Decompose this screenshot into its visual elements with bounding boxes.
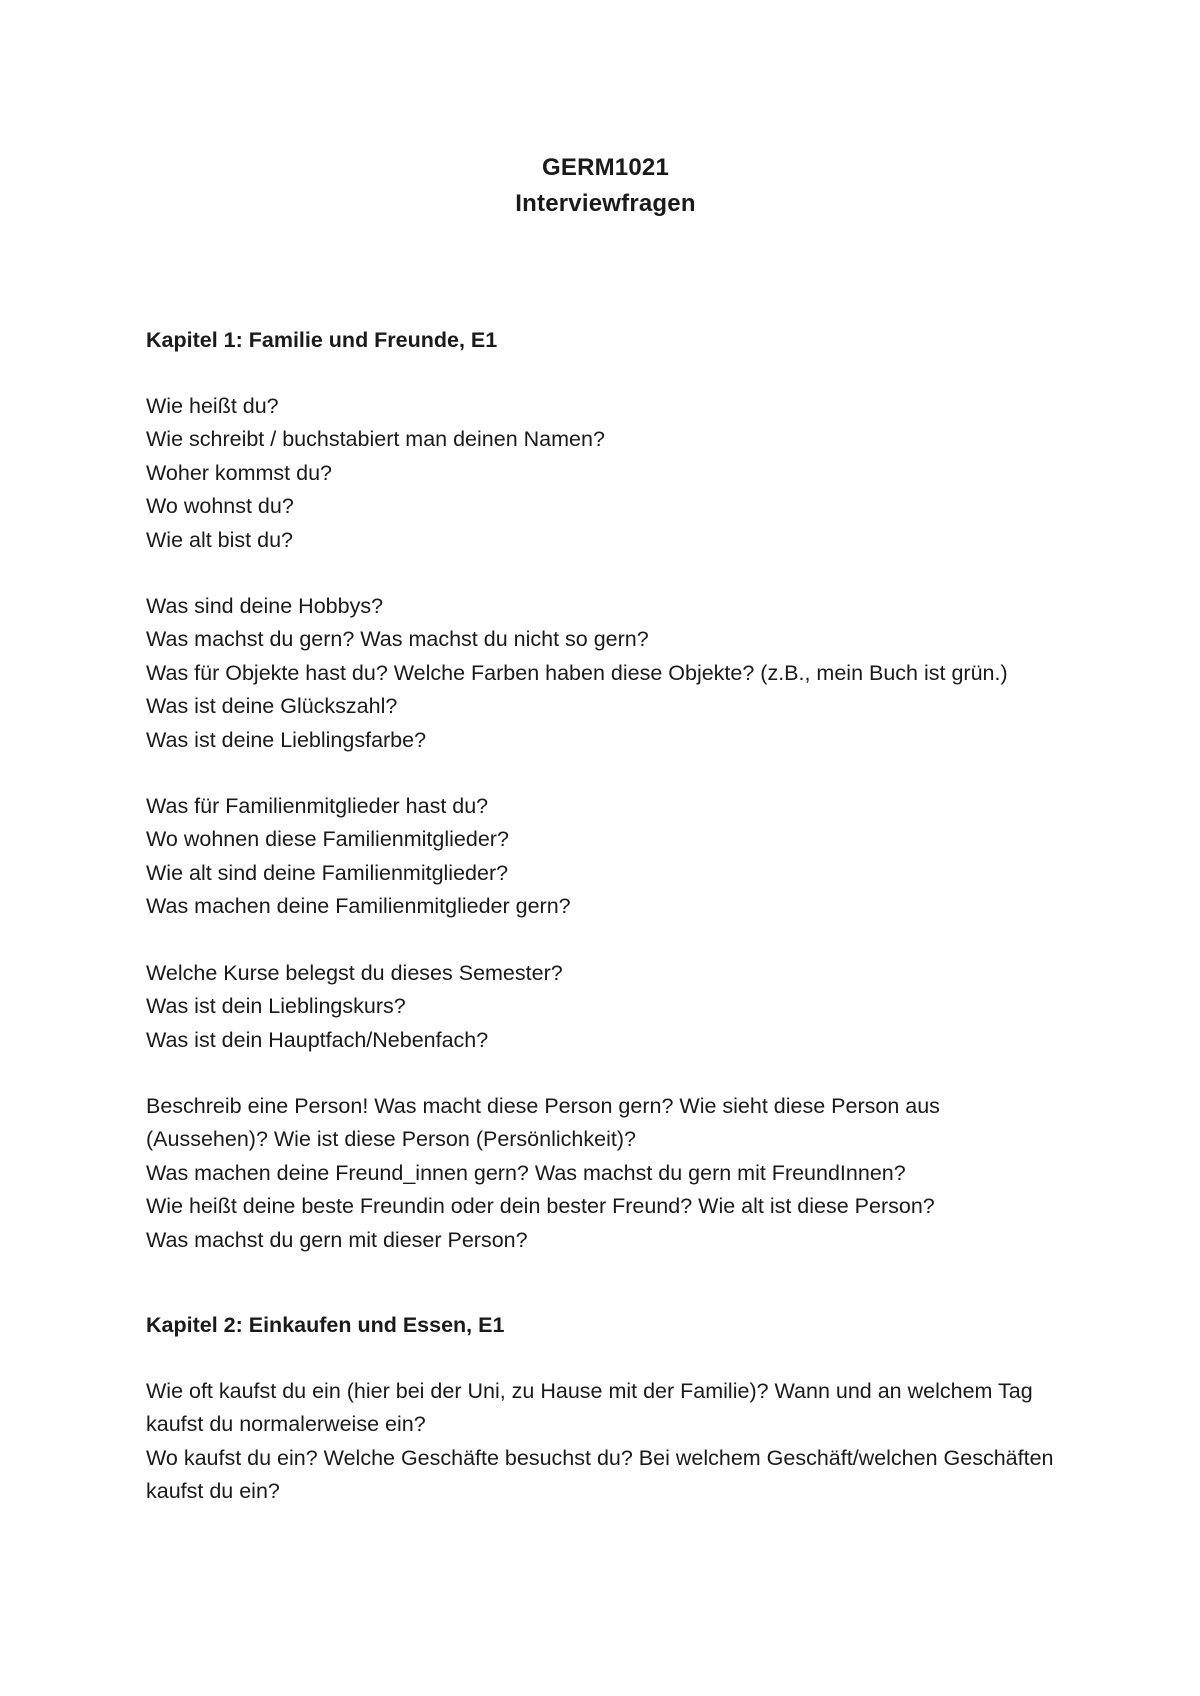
question-line: Wo wohnen diese Familienmitglieder? — [146, 827, 509, 852]
question-line: Was sind deine Hobbys? — [146, 594, 384, 619]
question-line: Was für Objekte hast du? Welche Farben haben diese Objekte? (z.B., mein Buch ist grün.) — [146, 660, 1008, 685]
question-group — [146, 790, 1065, 924]
chapter-heading: Kapitel 1: Familie und Freunde, E1 — [146, 328, 498, 352]
document-header — [146, 150, 1065, 222]
question-line: Was ist deine Glückszahl? — [146, 694, 398, 719]
question-line: Wie schreibt / buchstabiert man deinen Namen? — [146, 427, 605, 452]
question-group — [146, 957, 1065, 1057]
sections-container — [146, 324, 1065, 1509]
chapter-section — [146, 1309, 1065, 1509]
question-line: Wie oft kaufst du ein (hier bei der Uni, zu Hause mit der Familie)? Wann und an welchem Tag kaufst du normalerweise ein? — [146, 1378, 1033, 1437]
question-line: Was machen deine Familienmitglieder gern? — [146, 894, 571, 919]
chapter-heading: Kapitel 2: Einkaufen und Essen, E1 — [146, 1312, 505, 1337]
question-line: Welche Kurse belegst du dieses Semester? — [146, 960, 563, 985]
question-group — [146, 390, 1065, 557]
question-line: Wo wohnst du? — [146, 494, 294, 519]
question-group — [146, 590, 1065, 757]
question-line: Wie alt bist du? — [146, 527, 293, 552]
question-line: Woher kommst du? — [146, 460, 333, 485]
question-line: Was machst du gern mit dieser Person? — [146, 1227, 528, 1252]
question-group — [146, 1375, 1065, 1509]
course-code: GERM1021 — [542, 154, 669, 181]
question-line: Was für Familienmitglieder hast du? — [146, 794, 489, 819]
question-line: Was ist dein Lieblingskurs? — [146, 994, 406, 1019]
question-line: Was ist dein Hauptfach/Nebenfach? — [146, 1027, 489, 1052]
question-line: Wo kaufst du ein? Welche Geschäfte besuchst du? Bei welchem Geschäft/welchen Geschäften kaufst du ein? — [146, 1445, 1054, 1504]
question-line: Wie heißt deine beste Freundin oder dein bester Freund? Wie alt ist diese Person? — [146, 1194, 935, 1219]
question-line: Wie alt sind deine Familienmitglieder? — [146, 860, 509, 885]
question-line: Was machst du gern? Was machst du nicht so gern? — [146, 627, 649, 652]
question-line: Was ist deine Lieblingsfarbe? — [146, 727, 427, 752]
document-title: Interviewfragen — [515, 190, 696, 217]
question-line: Was machen deine Freund_innen gern? Was machst du gern mit FreundInnen? — [146, 1160, 906, 1185]
chapter-section — [146, 324, 1065, 1257]
question-group — [146, 1090, 1065, 1257]
question-line: Wie heißt du? — [146, 394, 279, 418]
question-line: Beschreib eine Person! Was macht diese Person gern? Wie sieht diese Person aus (Aussehen)? Wie ist diese Person (Persönlichkeit)? — [146, 1093, 940, 1152]
